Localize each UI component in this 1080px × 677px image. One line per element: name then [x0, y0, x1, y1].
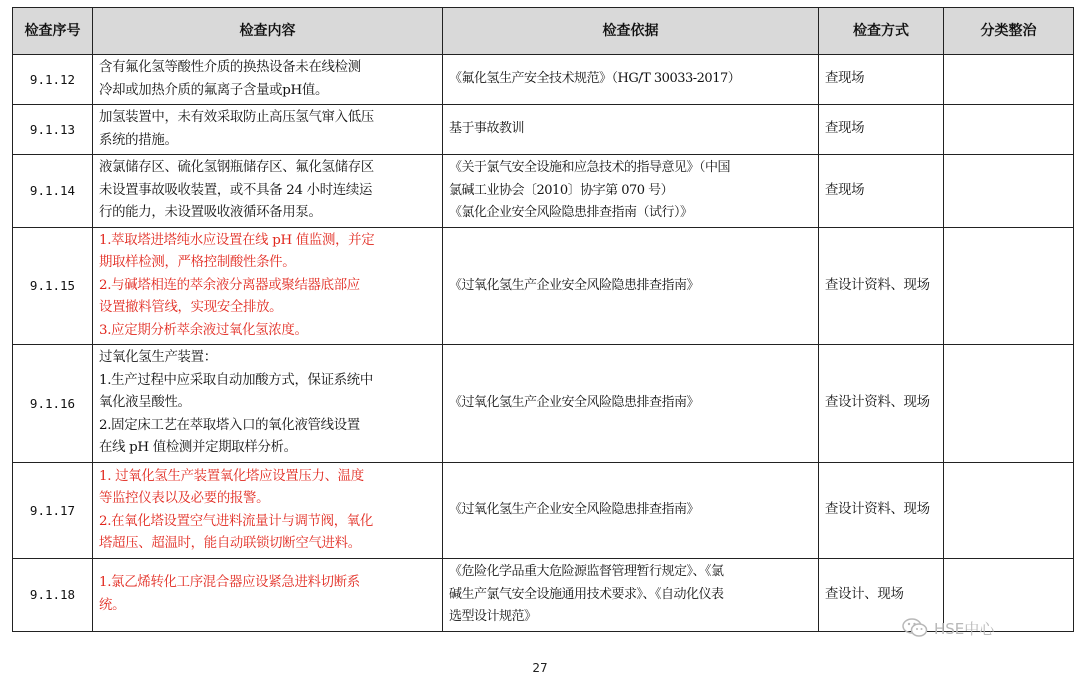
row-basis: 《关于氯气安全设施和应急技术的指导意见》（中国 氯碱工业协会〔2010〕协字第 070 号） 《氯化企业安全风险隐患排查指南（试行）》 — [443, 155, 819, 228]
row-rectification — [944, 55, 1074, 105]
row-number: 9.1.13 — [13, 105, 93, 155]
row-method: 查现场 — [819, 55, 944, 105]
watermark-text: HSE中心 — [934, 619, 995, 638]
wechat-icon — [902, 618, 928, 638]
row-content: 加氢装置中，未有效采取防止高压氢气窜入低压 系统的措施。 — [93, 105, 443, 155]
row-content: 1.萃取塔进塔纯水应设置在线 pH 值监测，并定 期取样检测，严格控制酸性条件。 2.与碱塔相连的萃余液分离器或聚结器底部应 设置撤料管线，实现安全排放。 3.应定期分析萃余液过氧化氢浓度。 — [93, 227, 443, 345]
row-content: 含有氟化氢等酸性介质的换热设备未在线检测 冷却或加热介质的氟离子含量或pH值。 — [93, 55, 443, 105]
row-rectification — [944, 155, 1074, 228]
row-number: 9.1.16 — [13, 345, 93, 463]
row-content: 1. 过氧化氢生产装置氧化塔应设置压力、温度 等监控仪表以及必要的报警。 2.在氧化塔设置空气进料流量计与调节阀，氧化 塔超压、超温时，能自动联锁切断空气进料。 — [93, 463, 443, 559]
row-method: 查现场 — [819, 105, 944, 155]
header-basis: 检查依据 — [443, 8, 819, 55]
row-method: 查设计、现场 — [819, 559, 944, 632]
row-content: 过氧化氢生产装置： 1.生产过程中应采取自动加酸方式，保证系统中 氧化液呈酸性。 2.固定床工艺在萃取塔入口的氧化液管线设置 在线 pH 值检测并定期取样分析。 — [93, 345, 443, 463]
header-content: 检查内容 — [93, 8, 443, 55]
row-basis: 《过氧化氢生产企业安全风险隐患排查指南》 — [443, 227, 819, 345]
row-number: 9.1.17 — [13, 463, 93, 559]
row-basis: 《过氧化氢生产企业安全风险隐患排查指南》 — [443, 345, 819, 463]
page-number: 27 — [532, 661, 548, 675]
row-number: 9.1.14 — [13, 155, 93, 228]
row-rectification — [944, 105, 1074, 155]
row-number: 9.1.15 — [13, 227, 93, 345]
table-row — [13, 105, 1074, 155]
table-row — [13, 55, 1074, 105]
header-method: 检查方式 — [819, 8, 944, 55]
row-content: 1.氯乙烯转化工序混合器应设紧急进料切断系 统。 — [93, 559, 443, 632]
row-content: 液氯储存区、硫化氢钢瓶储存区、氟化氢储存区 未设置事故吸收装置，或不具备 24 小时连续运 行的能力，未设置吸收液循环备用泵。 — [93, 155, 443, 228]
row-rectification — [944, 345, 1074, 463]
table-header-row — [13, 8, 1074, 55]
row-basis: 基于事故教训 — [443, 105, 819, 155]
table-row — [13, 463, 1074, 559]
row-method: 查设计资料、现场 — [819, 345, 944, 463]
table-row — [13, 227, 1074, 345]
row-rectification — [944, 227, 1074, 345]
row-basis: 《氟化氢生产安全技术规范》（HG/T 30033-2017） — [443, 55, 819, 105]
header-rectification: 分类整治 — [944, 8, 1074, 55]
inspection-table — [12, 7, 1074, 632]
row-method: 查现场 — [819, 155, 944, 228]
row-method: 查设计资料、现场 — [819, 463, 944, 559]
row-basis: 《过氧化氢生产企业安全风险隐患排查指南》 — [443, 463, 819, 559]
row-method: 查设计资料、现场 — [819, 227, 944, 345]
watermark — [902, 617, 994, 639]
row-number: 9.1.18 — [13, 559, 93, 632]
row-basis: 《危险化学品重大危险源监督管理暂行规定》、《氯 碱生产氯气安全设施通用技术要求》、《自动化仪表 选型设计规范》 — [443, 559, 819, 632]
row-rectification — [944, 463, 1074, 559]
table-row — [13, 345, 1074, 463]
table-row — [13, 155, 1074, 228]
row-number: 9.1.12 — [13, 55, 93, 105]
header-number: 检查序号 — [13, 8, 93, 55]
